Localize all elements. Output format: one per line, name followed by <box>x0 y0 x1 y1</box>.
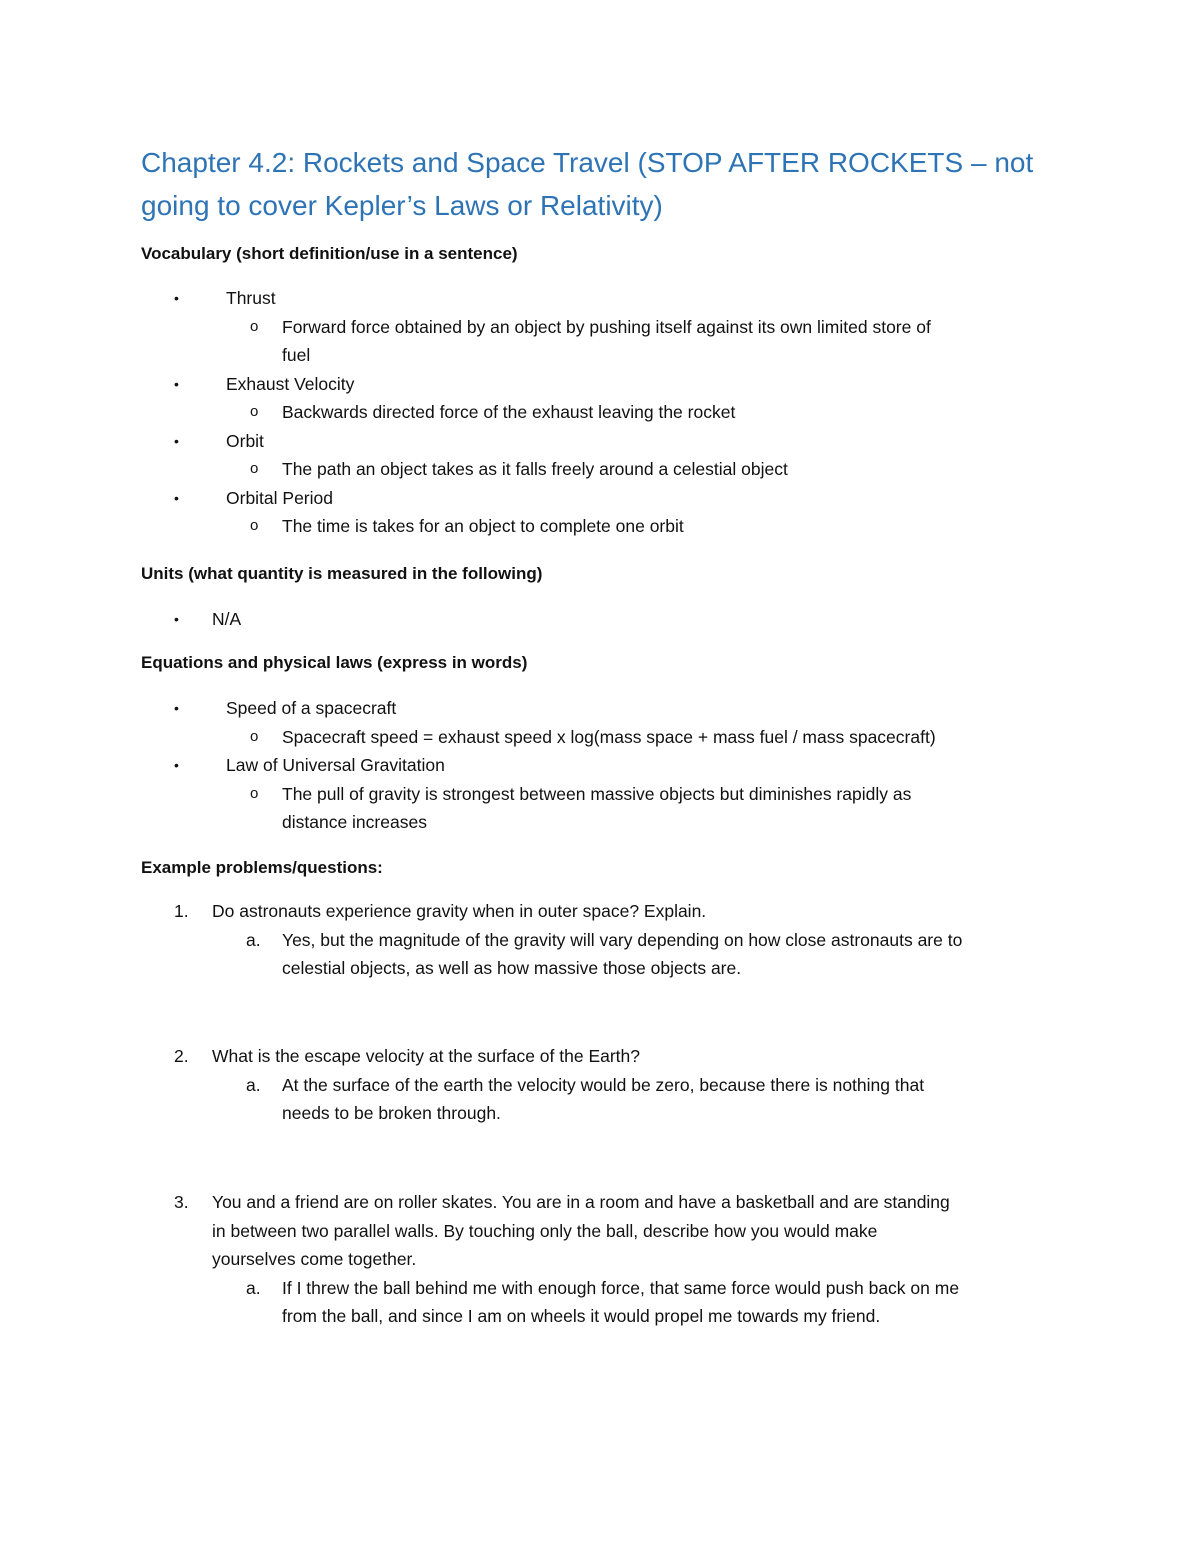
vocabulary-item-definition: The time is takes for an object to complete one orbit <box>282 516 684 536</box>
equation-item-sub-bullet: o <box>250 727 259 745</box>
answer-text: If I threw the ball behind me with enough force, that same force would push back on me <box>282 1277 960 1298</box>
equation-item-definition: distance increases <box>282 812 427 832</box>
vocabulary-item-bullet: • <box>174 489 179 506</box>
equation-item-definition: Spacecraft speed = exhaust speed x log(mass space + mass fuel / mass spacecraft) <box>282 726 936 747</box>
question-text: What is the escape velocity at the surface of the Earth? <box>212 1046 641 1066</box>
answer-text: Yes, but the magnitude of the gravity will vary depending on how close astronauts are to <box>282 929 963 950</box>
vocabulary-item-bullet: • <box>174 432 179 449</box>
equation-item-term: Law of Universal Gravitation <box>226 755 445 775</box>
question-number: 3. <box>174 1192 189 1212</box>
vocabulary-item-term: Thrust <box>226 288 276 308</box>
vocabulary-item-definition: Backwards directed force of the exhaust leaving the rocket <box>282 402 736 422</box>
vocabulary-item-term: Orbit <box>226 430 264 451</box>
question-text: You and a friend are on roller skates. You are in a room and have a basketball and are standing <box>212 1192 950 1212</box>
equation-item-sub-bullet: o <box>250 784 259 802</box>
units-item: N/A <box>212 609 242 629</box>
vocabulary-heading: Vocabulary (short definition/use in a sentence) <box>141 244 518 263</box>
vocabulary-item-sub-bullet: o <box>250 460 259 477</box>
answer-text: At the surface of the earth the velocity would be zero, because there is nothing that <box>282 1074 925 1095</box>
examples-heading: Example problems/questions: <box>141 858 383 877</box>
vocabulary-item-bullet: • <box>174 375 179 392</box>
vocabulary-item-term: Exhaust Velocity <box>226 373 355 394</box>
vocabulary-item-definition: Forward force obtained by an object by pushing itself against its own limited store of <box>282 316 931 337</box>
question-number: 1. <box>174 901 189 921</box>
question-text: yourselves come together. <box>212 1249 417 1269</box>
vocabulary-item-bullet: • <box>174 290 179 306</box>
answer-marker: a. <box>246 1277 261 1298</box>
answer-marker: a. <box>246 1074 261 1095</box>
vocabulary-item-term: Orbital Period <box>226 487 333 508</box>
title-line-2: going to cover Kepler’s Laws or Relativity) <box>141 190 663 221</box>
question-text: Do astronauts experience gravity when in outer space? Explain. <box>212 901 707 921</box>
equation-item-bullet: • <box>174 757 179 773</box>
equations-heading: Equations and physical laws (express in words) <box>141 653 528 672</box>
vocabulary-item-sub-bullet: o <box>250 517 259 534</box>
vocabulary-item-definition: fuel <box>282 345 311 365</box>
answer-text: needs to be broken through. <box>282 1103 501 1123</box>
equation-item-term: Speed of a spacecraft <box>226 698 397 718</box>
title-line-1: Chapter 4.2: Rockets and Space Travel (STOP AFTER ROCKETS – not <box>141 147 1034 178</box>
vocabulary-item-definition: The path an object takes as it falls freely around a celestial object <box>282 459 788 479</box>
answer-text: celestial objects, as well as how massive those objects are. <box>282 958 742 978</box>
document-title <box>141 141 1041 227</box>
answer-text: from the ball, and since I am on wheels it would propel me towards my friend. <box>282 1306 881 1326</box>
vocabulary-item-sub-bullet: o <box>250 317 259 335</box>
vocabulary-item-sub-bullet: o <box>250 403 259 420</box>
answer-marker: a. <box>246 929 261 950</box>
question-number: 2. <box>174 1046 189 1066</box>
question-text: in between two parallel walls. By touching only the ball, describe how you would make <box>212 1220 878 1241</box>
units-bullet: • <box>174 611 179 627</box>
equation-item-bullet: • <box>174 700 179 716</box>
equation-item-definition: The pull of gravity is strongest between massive objects but diminishes rapidly as <box>282 783 912 804</box>
units-heading: Units (what quantity is measured in the following) <box>141 564 543 583</box>
